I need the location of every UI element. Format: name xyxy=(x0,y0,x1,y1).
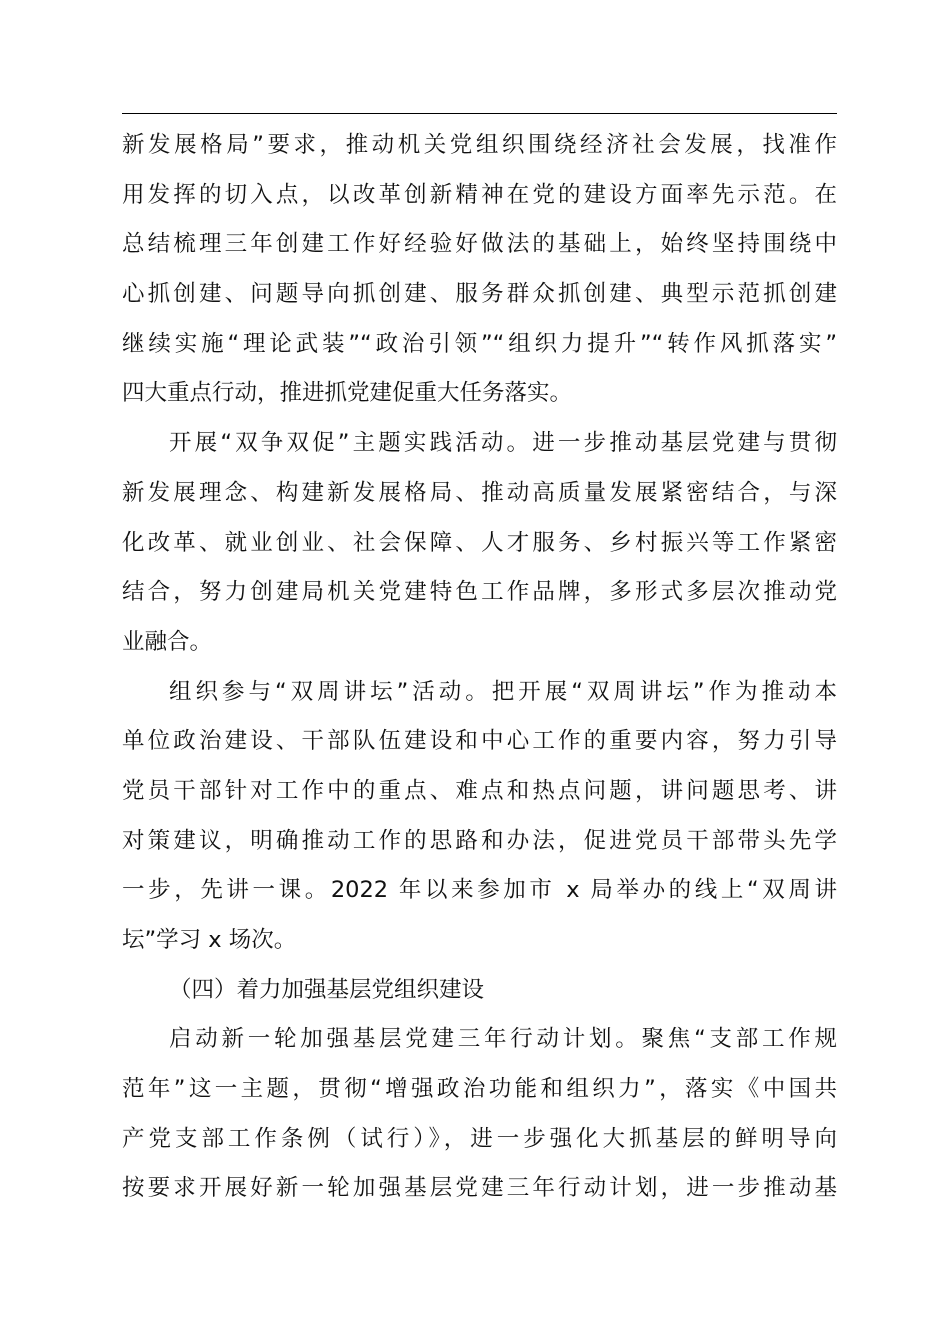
text-line: 范年”这一主题，贯彻“增强政治功能和组织力”，落实《中国共 xyxy=(122,1076,837,1103)
text-line: 党员干部针对工作中的重点、难点和热点问题，讲问题思考、讲 xyxy=(122,777,837,804)
text-line: 开展“双争双促”主题实践活动。进一步推动基层党建与贯彻 xyxy=(169,430,837,457)
text-line: 新发展格局”要求，推动机关党组织围绕经济社会发展，找准作 xyxy=(122,132,837,158)
text-line: 一步，先讲一课。2022 年以来参加市 x 局举办的线上“双周讲 xyxy=(122,877,837,904)
text-line: 心抓创建、问题导向抓创建、服务群众抓创建、典型示范抓创建 xyxy=(122,281,837,308)
text-line: 四大重点行动，推进抓党建促重大任务落实。 xyxy=(122,380,573,407)
text-line: 按要求开展好新一轮加强基层党建三年行动计划，进一步推动基 xyxy=(122,1175,837,1202)
text-line: 用发挥的切入点，以改革创新精神在党的建设方面率先示范。在 xyxy=(122,181,837,208)
text-line: 化改革、就业创业、社会保障、人才服务、乡村振兴等工作紧密 xyxy=(122,529,837,556)
text-line: 单位政治建设、干部队伍建设和中心工作的重要内容，努力引导 xyxy=(122,728,837,755)
text-line: 产党支部工作条例（试行）》，进一步强化大抓基层的鲜明导向 xyxy=(122,1125,837,1152)
text-line: 新发展理念、构建新发展格局、推动高质量发展紧密结合，与深 xyxy=(122,479,837,506)
text-line: 启动新一轮加强基层党建三年行动计划。聚焦“支部工作规 xyxy=(169,1026,837,1053)
text-line: 对策建议，明确推动工作的思路和办法，促进党员干部带头先学 xyxy=(122,827,837,854)
text-line: 组织参与“双周讲坛”活动。把开展“双周讲坛”作为推动本 xyxy=(169,678,837,705)
text-line: 结合，努力创建局机关党建特色工作品牌，多形式多层次推动党 xyxy=(122,579,837,606)
text-line: 坛”学习 x 场次。 xyxy=(122,927,297,953)
text-line: 总结梳理三年创建工作好经验好做法的基础上，始终坚持围绕中 xyxy=(122,231,837,258)
text-line: 业融合。 xyxy=(122,628,213,655)
text-line: （四）着力加强基层党组织建设 xyxy=(169,976,485,1003)
document-body xyxy=(122,121,837,1214)
text-line: 继续实施“理论武装”“政治引领”“组织力提升”“转作风抓落实” xyxy=(122,330,837,357)
header-rule xyxy=(122,113,837,114)
